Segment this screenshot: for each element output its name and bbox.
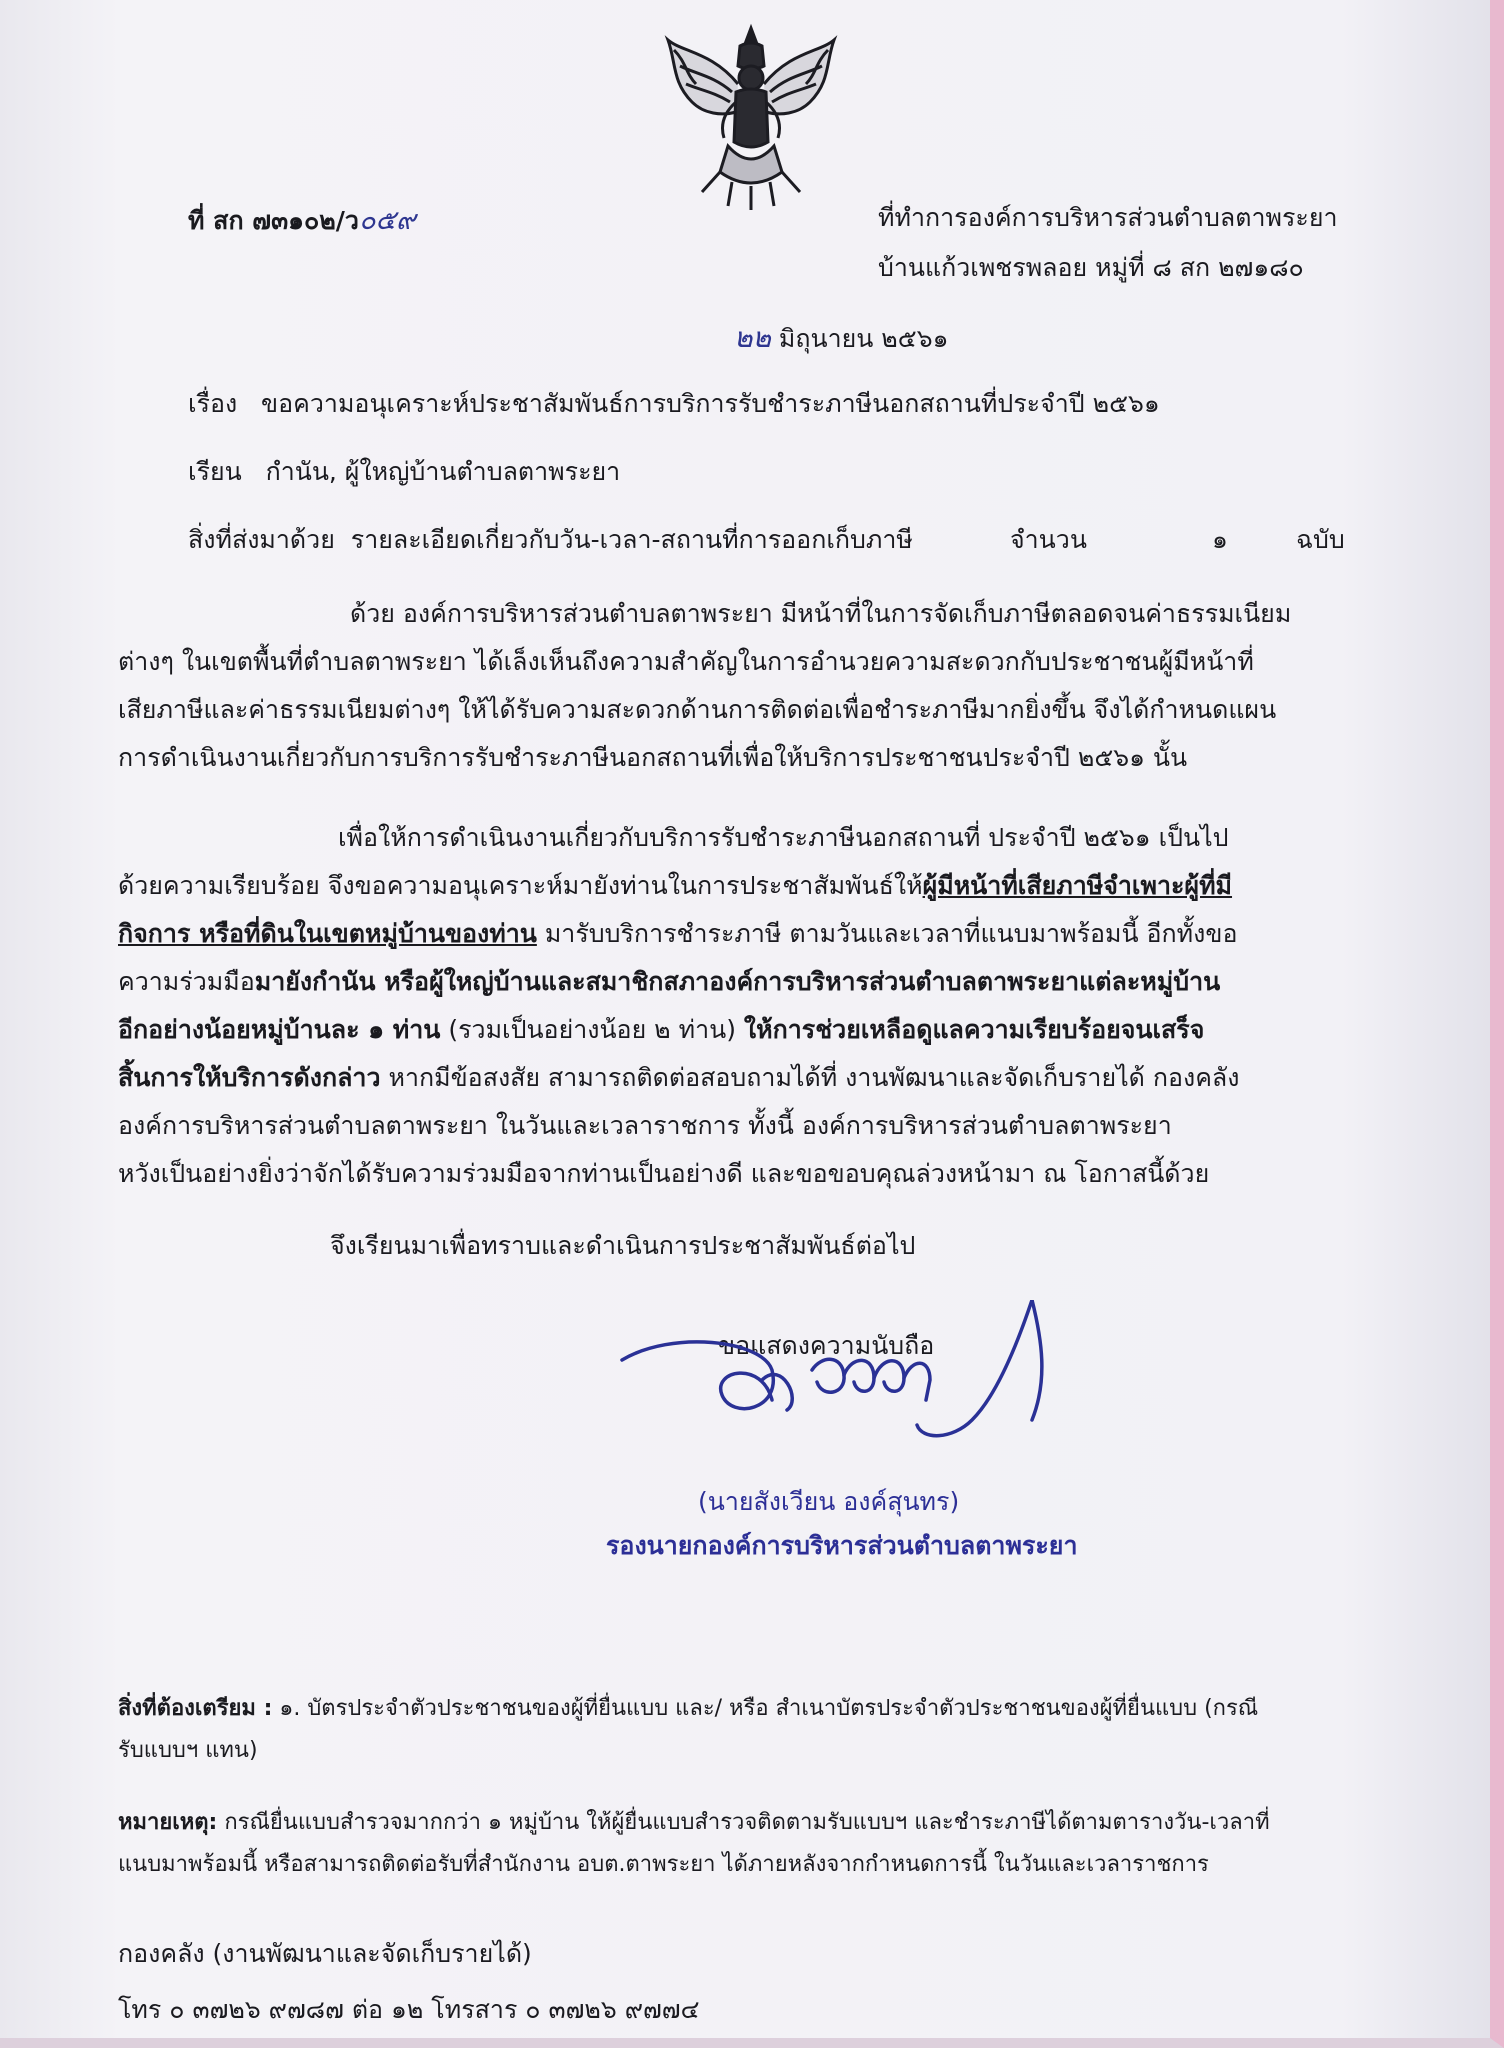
prepare-text: ๑. บัตรประจำตัวประชาชนของผู้ที่ยื่นแบบ และ/ หรือ สำเนาบัตรประจำตัวประชาชนของผู้ที่ยื่นแบบ (กรณี: [272, 1696, 1259, 1721]
para2-line: เพื่อให้การดำเนินงานเกี่ยวกับบริการรับชำระภาษีนอกสถานที่ ประจำปี ๒๕๖๑ เป็นไป: [338, 823, 1229, 852]
enclosure-qty: ๑: [1212, 525, 1228, 554]
letter-date: [734, 316, 948, 360]
para2-emphasis: มายังกำนัน หรือผู้ใหญ่บ้านและสมาชิกสภาองค์การบริหารส่วนตำบลตาพระยาแต่ละหมู่บ้าน: [254, 967, 1221, 996]
para2-line: หวังเป็นอย่างยิ่งว่าจักได้รับความร่วมมือจากท่านเป็นอย่างดี และขอขอบคุณล่วงหน้ามา ณ โอกาสนี้ด้วย: [118, 1159, 1210, 1188]
prepare-line2: รับแบบฯ แทน): [118, 1738, 258, 1763]
closing-request: จึงเรียนมาเพื่อทราบและดำเนินการประชาสัมพันธ์ต่อไป: [330, 1231, 916, 1260]
para1-line: การดำเนินงานเกี่ยวกับการบริการรับชำระภาษีนอกสถานที่เพื่อให้บริการประชาชนประจำปี ๒๕๖๑ นั้น: [118, 743, 1188, 772]
closing-salutation: ขอแสดงความนับถือ: [718, 1331, 935, 1360]
note-text: กรณียื่นแบบสำรวจมากกว่า ๑ หมู่บ้าน ให้ผู้ยื่นแบบสำรวจติดตามรับแบบฯ และชำระภาษีได้ตามตารางวัน-เวลาที่: [217, 1810, 1270, 1835]
para2-text: มารับบริการชำระภาษี ตามวันและเวลาที่แนบมาพร้อมนี้ อีกทั้งขอ: [536, 919, 1238, 948]
para2-emphasis: กิจการ หรือที่ดินในเขตหมู่บ้านของท่าน: [118, 919, 537, 948]
date-day-handwritten: ๒๒: [734, 321, 771, 354]
para2-line: [118, 914, 1237, 954]
para1-line: ต่างๆ ในเขตพื้นที่ตำบลตาพระยา ได้เล็งเห็นถึงความสำคัญในการอำนวยความสะดวกกับประชาชนผู้มีหน้าที่: [118, 647, 1254, 676]
para2-line: [118, 1010, 1204, 1050]
note-line1: [118, 1804, 1270, 1839]
footer-phone: โทร ๐ ๓๗๒๖ ๙๗๘๗ ต่อ ๑๒ โทรสาร ๐ ๓๗๒๖ ๙๗๗๔: [118, 1995, 700, 2024]
prepare-label: สิ่งที่ต้องเตรียม :: [118, 1696, 273, 1721]
para2-line: [118, 962, 1220, 1002]
para2-text: (รวมเป็นอย่างน้อย ๒ ท่าน): [440, 1015, 744, 1044]
date-month-year: มิถุนายน ๒๕๖๑: [778, 324, 949, 353]
doc-number: [188, 198, 416, 241]
para2-text: ด้วยความเรียบร้อย จึงขอความอนุเคราะห์มายังท่านในการประชาสัมพันธ์ให้: [118, 871, 923, 900]
garuda-emblem-icon: [662, 22, 840, 212]
subject-line: [188, 384, 1160, 424]
handwritten-signature-icon: [612, 1300, 1082, 1470]
enclosure-qty-label: จำนวน: [1010, 525, 1087, 554]
para2-emphasis: สิ้นการให้บริการดังกล่าว: [118, 1063, 381, 1092]
footer-department: กองคลัง (งานพัฒนาและจัดเก็บรายได้): [118, 1939, 532, 1968]
note-line2: แนบมาพร้อมนี้ หรือสามารถติดต่อรับที่สำนักงาน อบต.ตาพระยา ได้ภายหลังจากกำหนดการนี้ ในวันและเวลาราชการ: [118, 1852, 1209, 1877]
para2-line: [118, 1058, 1239, 1098]
enclosure-unit: ฉบับ: [1296, 525, 1345, 554]
subject-text: ขอความอนุเคราะห์ประชาสัมพันธ์การบริการรับชำระภาษีนอกสถานที่ประจำปี ๒๕๖๑: [261, 389, 1160, 418]
doc-number-prefix: ที่ สก ๗๓๑๐๒/ว: [188, 206, 359, 235]
addressee-line: [188, 452, 620, 492]
subject-label: เรื่อง: [188, 389, 238, 418]
para2-emphasis: ให้การช่วยเหลือดูแลความเรียบร้อยจนเสร็จ: [743, 1015, 1205, 1044]
enclosure-label: สิ่งที่ส่งมาด้วย: [188, 525, 335, 554]
para1-line: ด้วย องค์การบริหารส่วนตำบลตาพระยา มีหน้าที่ในการจัดเก็บภาษีตลอดจนค่าธรรมเนียม: [350, 599, 1292, 628]
doc-number-handwritten: ๐๕๙: [358, 205, 416, 236]
signer-position: รองนายกองค์การบริหารส่วนตำบลตาพระยา: [606, 1531, 1078, 1560]
prepare-line1: [118, 1690, 1258, 1725]
addressee-text: กำนัน, ผู้ใหญ่บ้านตำบลตาพระยา: [265, 457, 621, 486]
para2-text: หากมีข้อสงสัย สามารถติดต่อสอบถามได้ที่ งานพัฒนาและจัดเก็บรายได้ กองคลัง: [380, 1063, 1240, 1092]
signer-name: (นายสังเวียน องค์สุนทร): [698, 1487, 960, 1516]
enclosure-text: รายละเอียดเกี่ยวกับวัน-เวลา-สถานที่การออกเก็บภาษี: [350, 525, 913, 554]
office-address-line1: ที่ทำการองค์การบริหารส่วนตำบลตาพระยา: [878, 203, 1338, 232]
para2-emphasis: ผู้มีหน้าที่เสียภาษีจำเพาะผู้ที่มี: [922, 871, 1233, 900]
enclosure-line: [188, 520, 913, 560]
office-address-line2: บ้านแก้วเพชรพลอย หมู่ที่ ๘ สก ๒๗๑๘๐: [878, 253, 1304, 282]
para2-line: [118, 866, 1232, 906]
addressee-label: เรียน: [188, 457, 242, 486]
para2-emphasis: อีกอย่างน้อยหมู่บ้านละ ๑ ท่าน: [118, 1015, 441, 1044]
note-label: หมายเหตุ:: [118, 1810, 218, 1835]
para1-line: เสียภาษีและค่าธรรมเนียมต่างๆ ให้ได้รับความสะดวกด้านการติดต่อเพื่อชำระภาษีมากยิ่งขึ้น จึงได้กำหนดแผน: [118, 695, 1277, 724]
para2-line: องค์การบริหารส่วนตำบลตาพระยา ในวันและเวลาราชการ ทั้งนี้ องค์การบริหารส่วนตำบลตาพระยา: [118, 1111, 1172, 1140]
para2-text: ความร่วมมือ: [118, 967, 255, 996]
